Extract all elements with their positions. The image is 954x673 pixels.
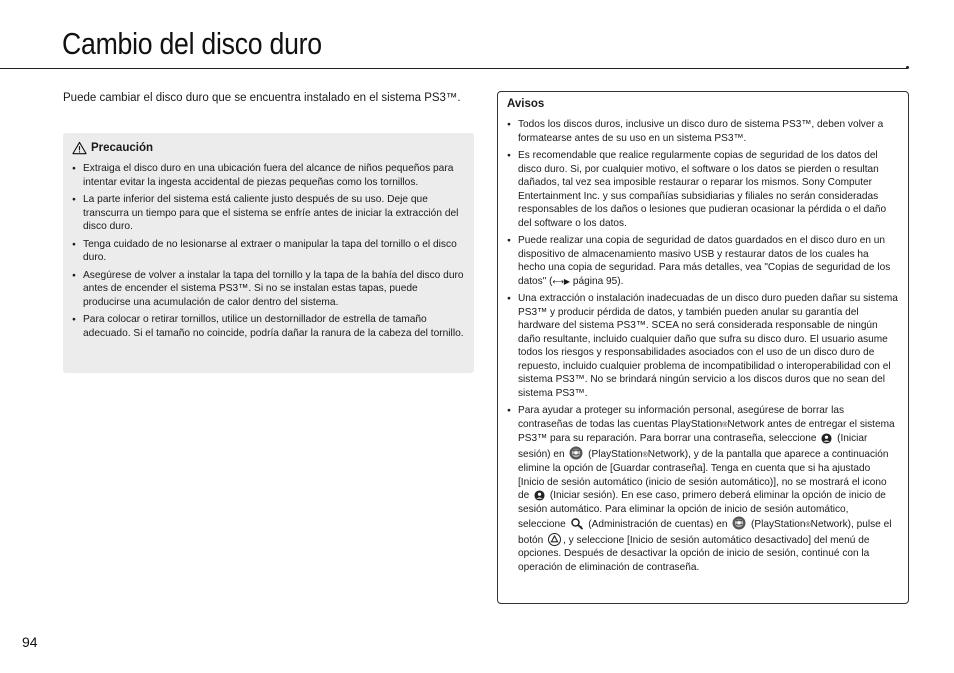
sign-in-icon [821, 433, 832, 444]
notes-item-text: Network antes de entregar el sistema PS3™ para su reparación. Para borrar una contraseña, seleccione [518, 418, 895, 444]
notes-item-text: (Administración de cuentas) en [585, 519, 731, 530]
intro-paragraph: Puede cambiar el disco duro que se encuentra instalado en el sistema PS3™. [63, 92, 461, 104]
registered-mark: ® [722, 421, 728, 429]
caution-box [63, 133, 474, 373]
divider-end-dot [906, 66, 909, 69]
registered-mark: ® [642, 451, 648, 459]
notes-item: ● Una extracción o instalación inadecuadas de un disco duro pueden dañar su sistema PS3™ y producir pérdida de datos, y también pueden anular su garantía del hardware del sistema PS3™. SCEA no será considerada responsable de ningún daño resultante, incluido cualquier daño que sufra su disco duro. El usuario asume todos los riesgos y responsabilidades asociados con el uso de un disco duro de repuesto, incluido cualquier problema de incompatibilidad o interoperabilidad con el sistema PS3™. No se brindará ningún servicio a los discos duros que no sean del sistema PS3™. [507, 292, 898, 400]
notes-item: ● Todos los discos duros, inclusive un disco duro de sistema PS3™, deben volver a formatearse antes de su uso en un sistema PS3™. [507, 118, 898, 145]
caution-item: ● La parte inferior del sistema está caliente justo después de su uso. Deje que transcurra un tiempo para que el sistema se enfríe antes de iniciar la extracción del disco duro. [72, 193, 464, 234]
notes-item-text: Puede realizar una copia de seguridad de datos guardados en el disco duro en un dispositivo de almacenamiento masivo USB y restaurar datos de los cuales ha hecho una copia de seguridad. Para más detalles, vea "Copias de seguridad de los datos" ( [518, 235, 891, 287]
caution-heading [72, 141, 464, 155]
notes-item-text: Network), pulse el botón [518, 519, 892, 546]
notes-item-text: , y seleccione [Inicio de sesión automático desactivado] del menú de opciones. Después de desactivar la opción de inicio de sesión, continué con la operación de eliminación de contraseña. [518, 534, 870, 573]
notes-item-text: (PlayStation [585, 448, 643, 460]
notes-item-text: (Iniciar sesión) en [518, 433, 868, 460]
caution-item: ● Para colocar o retirar tornillos, utilice un destornillador de estrella de tamaño adecuado. Si el tamaño no coincide, podría dañar la ranura de la cabeza del tornillo. [72, 313, 464, 340]
page-ref-arrow-icon: ⟷▶ [552, 276, 571, 286]
notes-item [507, 404, 898, 574]
playstation-network-icon [569, 446, 583, 460]
notes-item-text: (PlayStation [748, 519, 806, 530]
notes-item: ● Es recomendable que realice regularmente copias de seguridad de los datos del disco duro. Si, por cualquier motivo, el software o los datos se pierden o resultan dañados, tal vez sea imposible restaurar o reparar los mismos. Sony Computer Entertainment Inc. y sus compañías subsidiarias y filiales no serán consideradas responsables de los daños o lesiones que pudieran ocasionar la pérdida o el daño del software o los datos. [507, 149, 898, 230]
sign-in-icon [534, 490, 545, 501]
account-management-icon [571, 518, 584, 530]
title-divider [0, 68, 907, 69]
notes-heading: Avisos [507, 98, 545, 110]
playstation-network-icon [732, 516, 746, 530]
page-number: 94 [22, 634, 38, 650]
triangle-button-icon [548, 533, 561, 546]
warning-triangle-icon [72, 141, 87, 155]
caution-item: ● Asegúrese de volver a instalar la tapa del tornillo y la tapa de la bahía del disco duro antes de encender el sistema PS3™. Si no se instalan estas tapas, puede producirse una acumulación de calor dentro del sistema. [72, 269, 464, 310]
caution-heading-label: Precaución [91, 142, 153, 154]
notes-item-text: Network), y de la pantalla que aparece a continuación elimine la opción de [Guardar contraseña]. Tenga en cuenta que si ha ajustado [Inicio de sesión automático (inicio de sesión automático)], no se mostrará el icono de [518, 448, 889, 501]
notes-list [507, 118, 898, 574]
caution-item: ● Extraiga el disco duro en una ubicación fuera del alcance de niños pequeños para intentar evitar la ingesta accidental de piezas pequeñas como los tornillos. [72, 162, 464, 189]
page-title: Cambio del disco duro [62, 26, 322, 61]
caution-list [72, 162, 464, 340]
caution-item: ● Tenga cuidado de no lesionarse al extraer o manipular la tapa del tornillo o el disco duro. [72, 238, 464, 265]
notes-item-text: (Iniciar sesión). En ese caso, primero deberá eliminar la opción de inicio de sesión automático. Para eliminar la opción de inicio de sesión automático, seleccione [518, 490, 886, 530]
notes-item-text: página 95). [570, 275, 624, 287]
notes-item [507, 234, 898, 288]
registered-mark: ® [805, 522, 811, 529]
notes-box [497, 91, 909, 604]
notes-item-text: Para ayudar a proteger su información personal, asegúrese de borrar las contraseñas de todas las cuentas PlayStation [518, 405, 844, 430]
